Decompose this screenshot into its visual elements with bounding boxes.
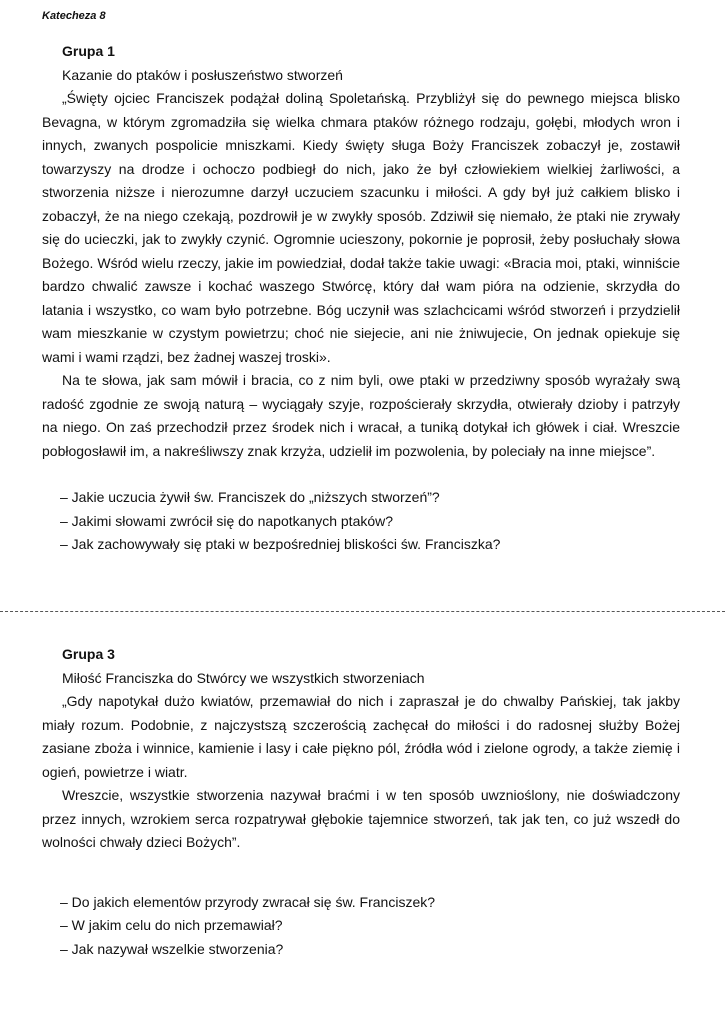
- group-1-paragraph: „Święty ojciec Franciszek podążał doliną Spoletańską. Przybliżył się do pewnego miejsca blisko Bevagna, w którym zgromadziła się wielka chmara ptaków różnego rodzaju, gołębi, młodych wron i innych, zwanych pospolicie mniszkami. Kiedy święty sługa Boży Franciszek zobaczył je, zostawił towarzyszy na drodze i ochoczo podbiegł do nich, jako że był człowiekiem wielkiej żarliwości, a stworzenia niższe i nierozumne darzył uczuciem szacunku i miłości. A gdy był już całkiem blisko i zobaczył, że na niego czekają, pozdrowił je w zwykły sposób. Zdziwił się niemało, że ptaki nie zrywały się do ucieczki, jak to zwykły czynić. Ogromnie ucieszony, pokornie je poprosił, żeby posłuchały słowa Bożego. Wśród wielu rzeczy, jakie im powiedział, dodał także takie uwagi: «Bracia moi, ptaki, winniście bardzo chwalić zawsze i kochać waszego Stwórcę, który dał wam pióra na odzienie, skrzydła do latania i wszystko, co wam było potrzebne. Bóg uczynił was szlachcicami wśród stworzeń i przydzielił wam mieszkanie w czystym powietrzu; choć nie siejecie, ani nie żniwujecie, On jednak opiekuje się wami i wami rządzi, bez żadnej waszej troski».: [42, 90, 680, 365]
- group-3-paragraph: „Gdy napotykał dużo kwiatów, przemawiał do nich i zapraszał je do chwalby Pańskiej, tak jakby miały rozum. Podobnie, z najczystszą szczerością zachęcał do miłości i do radosnej służby Bożej zasiane zboża i winnice, kamienie i lasy i całe piękno pól, źródła wód i zielone ogrody, a także ziemię i ogień, powietrze i wiatr.: [42, 693, 680, 780]
- group-3-paragraph: Wreszcie, wszystkie stworzenia nazywał braćmi i w ten sposób uwznioślony, nie doświadczony przez innych, wzrokiem serca rozpatrywał głębokie tajemnice stworzeń, tak jak ten, co już wszedł do wolności chwały dzieci Bożych”.: [42, 787, 680, 850]
- question-item: – Jak nazywał wszelkie stworzenia?: [60, 940, 284, 957]
- group-1-paragraph: Na te słowa, jak sam mówił i bracia, co z nim byli, owe ptaki w przedziwny sposób wyrażały swą radość zgodnie ze swoją naturą – wyciągały szyje, rozpościerały skrzydła, otwierały dzioby i patrzyły na niego. On zaś przechodził przez środek nich i wracał, a tuniką dotykał ich główek i ciał. Wreszcie pobłogosławił im, a nakreśliwszy znak krzyża, udzielił im pozwolenia, by poleciały na inne miejsce”.: [42, 372, 680, 459]
- group-1-section: [42, 40, 680, 557]
- group-3-section: [42, 643, 680, 961]
- group-3-questions: [42, 891, 680, 962]
- question-item: – W jakim celu do nich przemawiał?: [60, 917, 283, 933]
- question-item: – Do jakich elementów przyrody zwracał się św. Franciszek?: [60, 893, 436, 910]
- group-1-questions: [42, 486, 680, 557]
- dashed-divider: [0, 611, 725, 612]
- group-3-title: Grupa 3: [62, 646, 115, 662]
- group-1-subtitle: Kazanie do ptaków i posłuszeństwo stworzeń: [62, 66, 343, 83]
- question-item: – Jakie uczucia żywił św. Franciszek do „niższych stworzeń”?: [60, 489, 440, 505]
- group-3-subtitle: Miłość Franciszka do Stwórcy we wszystkich stworzeniach: [62, 669, 425, 686]
- question-item: – Jakimi słowami zwrócił się do napotkanych ptaków?: [60, 512, 394, 529]
- group-1-title: Grupa 1: [62, 43, 115, 59]
- question-item: – Jak zachowywały się ptaki w bezpośredniej bliskości św. Franciszka?: [60, 536, 501, 552]
- page-header: Katecheza 8: [42, 10, 106, 22]
